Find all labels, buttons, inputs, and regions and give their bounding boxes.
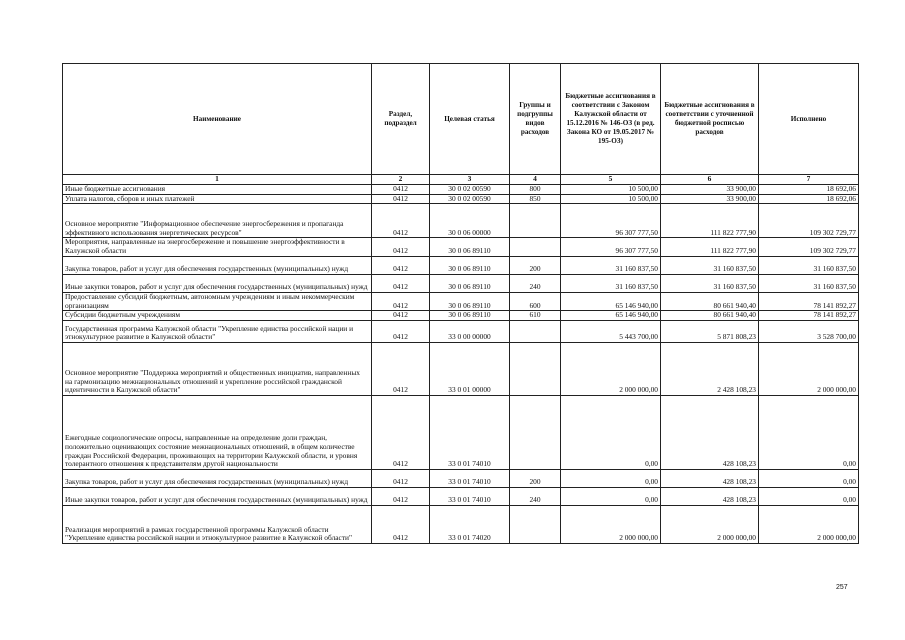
row-expense-group: 600 bbox=[510, 292, 561, 310]
row-expense-group bbox=[510, 396, 561, 470]
row-executed: 0,00 bbox=[759, 488, 859, 506]
row-section: 0412 bbox=[372, 343, 430, 396]
row-executed: 2 000 000,00 bbox=[759, 506, 859, 544]
row-executed: 2 000 000,00 bbox=[759, 343, 859, 396]
row-law-allocation: 2 000 000,00 bbox=[561, 343, 661, 396]
row-executed: 0,00 bbox=[759, 396, 859, 470]
table-body bbox=[63, 185, 859, 544]
row-refined-allocation: 33 900,00 bbox=[661, 194, 759, 204]
row-law-allocation: 10 500,00 bbox=[561, 194, 661, 204]
column-number-row bbox=[63, 175, 859, 185]
row-section: 0412 bbox=[372, 506, 430, 544]
table-row bbox=[63, 311, 859, 321]
table-row bbox=[63, 256, 859, 274]
row-refined-allocation: 2 428 108,23 bbox=[661, 343, 759, 396]
row-section: 0412 bbox=[372, 256, 430, 274]
row-expense-group bbox=[510, 238, 561, 256]
row-target-article: 33 0 01 74020 bbox=[430, 506, 510, 544]
row-refined-allocation: 31 160 837,50 bbox=[661, 274, 759, 292]
row-executed: 78 141 892,27 bbox=[759, 311, 859, 321]
row-refined-allocation: 428 108,23 bbox=[661, 470, 759, 488]
row-refined-allocation: 80 661 940,40 bbox=[661, 292, 759, 310]
row-refined-allocation: 31 160 837,50 bbox=[661, 256, 759, 274]
row-name: Государственная программа Калужской области "Укрепление единства российской нации и этнокультурное развитие в Калужской области" bbox=[63, 321, 372, 343]
row-law-allocation: 31 160 837,50 bbox=[561, 256, 661, 274]
row-section: 0412 bbox=[372, 292, 430, 310]
row-target-article: 30 0 06 00000 bbox=[430, 204, 510, 238]
row-target-article: 30 0 02 00590 bbox=[430, 194, 510, 204]
row-refined-allocation: 80 661 940,40 bbox=[661, 311, 759, 321]
row-law-allocation: 96 307 777,50 bbox=[561, 238, 661, 256]
row-refined-allocation: 111 822 777,90 bbox=[661, 238, 759, 256]
row-refined-allocation: 428 108,23 bbox=[661, 396, 759, 470]
row-executed: 109 302 729,77 bbox=[759, 204, 859, 238]
row-target-article: 33 0 01 74010 bbox=[430, 488, 510, 506]
row-expense-group: 240 bbox=[510, 274, 561, 292]
row-expense-group bbox=[510, 321, 561, 343]
row-name: Закупка товаров, работ и услуг для обеспечения государственных (муниципальных) нужд bbox=[63, 256, 372, 274]
row-law-allocation: 96 307 777,50 bbox=[561, 204, 661, 238]
row-section: 0412 bbox=[372, 185, 430, 195]
row-name: Предоставление субсидий бюджетным, автономным учреждениям и иным некоммерческим организациям bbox=[63, 292, 372, 310]
row-expense-group: 200 bbox=[510, 256, 561, 274]
row-section: 0412 bbox=[372, 274, 430, 292]
row-name: Уплата налогов, сборов и иных платежей bbox=[63, 194, 372, 204]
row-name: Иные бюджетные ассигнования bbox=[63, 185, 372, 195]
row-expense-group: 800 bbox=[510, 185, 561, 195]
row-expense-group: 850 bbox=[510, 194, 561, 204]
row-executed: 3 528 700,00 bbox=[759, 321, 859, 343]
row-name: Реализация мероприятий в рамках государственной программы Калужской области "Укрепление единства российской нации и этнокультурное развитие в Калужской области" bbox=[63, 506, 372, 544]
row-law-allocation: 5 443 700,00 bbox=[561, 321, 661, 343]
header-section: Раздел, подраздел bbox=[372, 64, 430, 175]
header-law-allocation: Бюджетные ассигнования в соответствии с Законом Калужской области от 15.12.2016 № 146-ОЗ (в ред. Закона КО от 19.05.2017 № 195-ОЗ) bbox=[561, 64, 661, 175]
row-name: Основное мероприятие "Информационное обеспечение энергосбережения и пропаганда эффективного использования энергетических ресурсов" bbox=[63, 204, 372, 238]
row-target-article: 30 0 06 89110 bbox=[430, 256, 510, 274]
row-name: Ежегодные социологические опросы, направленные на определение доли граждан, положительно оценивающих состояние межнациональных отношений, в общем количестве граждан Российской Федерации, проживающих на территории Калужской области, и уровня толерантного отношения к представителям другой национальности bbox=[63, 396, 372, 470]
column-number: 6 bbox=[661, 175, 759, 185]
header-target-article: Целевая статья bbox=[430, 64, 510, 175]
row-executed: 78 141 892,27 bbox=[759, 292, 859, 310]
column-number: 3 bbox=[430, 175, 510, 185]
row-refined-allocation: 5 871 808,23 bbox=[661, 321, 759, 343]
row-name: Мероприятия, направленные на энергосбережение и повышение энергоэффективности в Калужской области bbox=[63, 238, 372, 256]
table-row bbox=[63, 470, 859, 488]
row-section: 0412 bbox=[372, 470, 430, 488]
row-expense-group: 610 bbox=[510, 311, 561, 321]
table-row bbox=[63, 396, 859, 470]
header-expense-group: Группы и подгруппы видов расходов bbox=[510, 64, 561, 175]
row-name: Иные закупки товаров, работ и услуг для обеспечения государственных (муниципальных) нужд bbox=[63, 488, 372, 506]
row-refined-allocation: 2 000 000,00 bbox=[661, 506, 759, 544]
row-target-article: 30 0 06 89110 bbox=[430, 311, 510, 321]
budget-table bbox=[62, 63, 859, 544]
row-target-article: 30 0 02 00590 bbox=[430, 185, 510, 195]
row-section: 0412 bbox=[372, 396, 430, 470]
row-expense-group: 240 bbox=[510, 488, 561, 506]
row-executed: 31 160 837,50 bbox=[759, 274, 859, 292]
table-row bbox=[63, 321, 859, 343]
row-target-article: 33 0 01 74010 bbox=[430, 470, 510, 488]
header-name: Наименование bbox=[63, 64, 372, 175]
row-law-allocation: 65 146 940,00 bbox=[561, 311, 661, 321]
column-number: 4 bbox=[510, 175, 561, 185]
row-law-allocation: 0,00 bbox=[561, 396, 661, 470]
row-name: Основное мероприятие "Поддержка мероприятий и общественных инициатив, направленных на гармонизацию межнациональных отношений и укрепление российской гражданской идентичности в Калужской области" bbox=[63, 343, 372, 396]
row-law-allocation: 10 500,00 bbox=[561, 185, 661, 195]
table-row bbox=[63, 194, 859, 204]
table-row bbox=[63, 238, 859, 256]
column-number: 7 bbox=[759, 175, 859, 185]
row-name: Закупка товаров, работ и услуг для обеспечения государственных (муниципальных) нужд bbox=[63, 470, 372, 488]
table-row bbox=[63, 274, 859, 292]
row-law-allocation: 0,00 bbox=[561, 488, 661, 506]
row-target-article: 33 0 01 00000 bbox=[430, 343, 510, 396]
row-name: Иные закупки товаров, работ и услуг для обеспечения государственных (муниципальных) нужд bbox=[63, 274, 372, 292]
row-target-article: 30 0 06 89110 bbox=[430, 274, 510, 292]
row-section: 0412 bbox=[372, 488, 430, 506]
row-target-article: 30 0 06 89110 bbox=[430, 238, 510, 256]
column-number: 1 bbox=[63, 175, 372, 185]
column-number: 2 bbox=[372, 175, 430, 185]
row-section: 0412 bbox=[372, 321, 430, 343]
table-row bbox=[63, 488, 859, 506]
header-executed: Исполнено bbox=[759, 64, 859, 175]
row-section: 0412 bbox=[372, 204, 430, 238]
row-section: 0412 bbox=[372, 238, 430, 256]
row-section: 0412 bbox=[372, 194, 430, 204]
row-name: Субсидии бюджетным учреждениям bbox=[63, 311, 372, 321]
row-target-article: 30 0 06 89110 bbox=[430, 292, 510, 310]
header-row bbox=[63, 64, 859, 175]
row-refined-allocation: 111 822 777,90 bbox=[661, 204, 759, 238]
row-executed: 109 302 729,77 bbox=[759, 238, 859, 256]
row-executed: 31 160 837,50 bbox=[759, 256, 859, 274]
table-row bbox=[63, 506, 859, 544]
row-refined-allocation: 428 108,23 bbox=[661, 488, 759, 506]
row-expense-group bbox=[510, 506, 561, 544]
column-number: 5 bbox=[561, 175, 661, 185]
row-law-allocation: 2 000 000,00 bbox=[561, 506, 661, 544]
row-executed: 18 692,06 bbox=[759, 194, 859, 204]
row-refined-allocation: 33 900,00 bbox=[661, 185, 759, 195]
row-expense-group bbox=[510, 204, 561, 238]
header-refined-allocation: Бюджетные ассигнования в соответствии с уточненной бюджетной росписью расходов bbox=[661, 64, 759, 175]
table-row bbox=[63, 292, 859, 310]
row-section: 0412 bbox=[372, 311, 430, 321]
row-target-article: 33 0 00 00000 bbox=[430, 321, 510, 343]
table-row bbox=[63, 343, 859, 396]
row-law-allocation: 65 146 940,00 bbox=[561, 292, 661, 310]
row-expense-group bbox=[510, 343, 561, 396]
row-law-allocation: 0,00 bbox=[561, 470, 661, 488]
row-executed: 0,00 bbox=[759, 470, 859, 488]
table-row bbox=[63, 204, 859, 238]
row-law-allocation: 31 160 837,50 bbox=[561, 274, 661, 292]
page-number: 257 bbox=[836, 584, 848, 591]
row-expense-group: 200 bbox=[510, 470, 561, 488]
row-executed: 18 692,06 bbox=[759, 185, 859, 195]
table-row bbox=[63, 185, 859, 195]
row-target-article: 33 0 01 74010 bbox=[430, 396, 510, 470]
